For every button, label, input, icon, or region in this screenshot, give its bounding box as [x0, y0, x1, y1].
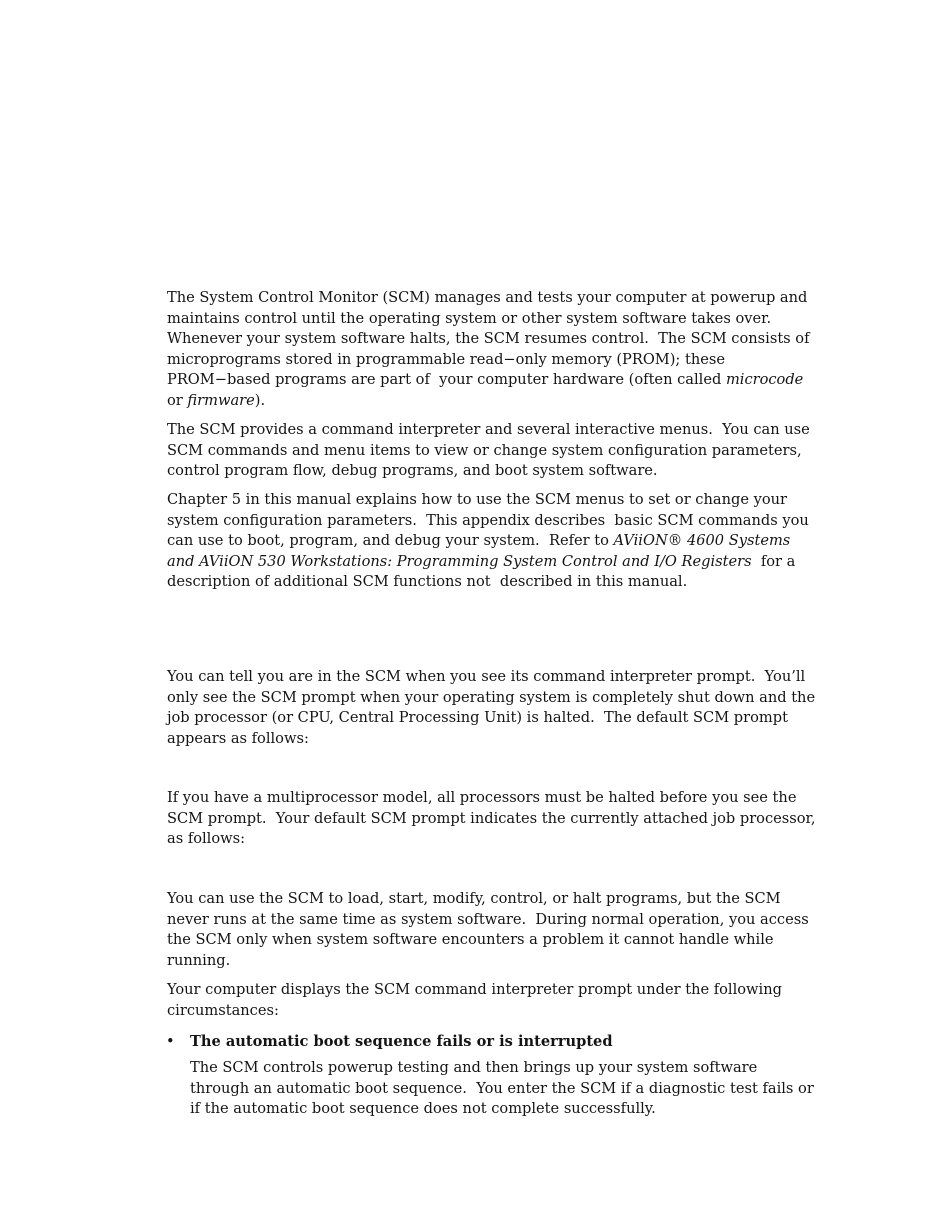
text-line: If you have a multiprocessor model, all processors must be halted before you see the	[167, 789, 797, 806]
text-segment: for a	[751, 552, 796, 570]
text-line: microprograms stored in programmable read−only memory (PROM); these	[167, 350, 726, 368]
intro-paragraph	[167, 288, 810, 411]
text-line: appears as follows:	[167, 729, 309, 747]
text-line: Your computer displays the SCM command interpreter prompt under the following	[167, 981, 782, 998]
text-line: You can use the SCM to load, start, modify, control, or halt programs, but the SCM	[167, 890, 781, 907]
scm-usage-paragraph	[167, 889, 809, 971]
text-line: only see the SCM prompt when your operating system is completely shut down and the	[167, 688, 816, 706]
multiprocessor-paragraph	[167, 788, 816, 850]
text-segment: PROM−based programs are part of your computer hardware (often called	[167, 371, 726, 388]
text-line: You can tell you are in the SCM when you see its command interpreter prompt. You’ll	[167, 668, 806, 685]
scm-features-paragraph	[167, 420, 810, 482]
emphasis-firmware: firmware	[187, 391, 255, 409]
text-segment: can use to boot, program, and debug your system. Refer to	[167, 532, 614, 549]
text-line: if the automatic boot sequence does not complete successfully.	[190, 1100, 656, 1117]
text-line	[167, 531, 791, 552]
text-line: as follows:	[167, 830, 246, 847]
book-title-part1: AViiON® 4600 Systems	[613, 532, 791, 549]
bullet-icon: •	[166, 1033, 175, 1050]
text-line: maintains control until the operating system or other system software takes over.	[167, 309, 772, 327]
text-line: never runs at the same time as system software. During normal operation, you access	[167, 910, 809, 928]
text-line: control program flow, debug programs, and boot system software.	[167, 462, 658, 479]
text-segment: or	[167, 391, 188, 409]
text-line	[167, 552, 796, 573]
text-line: system configuration parameters. This appendix describes basic SCM commands you	[167, 511, 809, 529]
text-line	[167, 391, 787, 412]
text-line: description of additional SCM functions not described in this manual.	[167, 573, 688, 590]
bullet-body	[190, 1058, 814, 1120]
chapter-reference-paragraph	[167, 490, 809, 593]
text-segment: ).	[254, 391, 266, 409]
text-line: SCM commands and menu items to view or change system configuration parameters,	[167, 441, 802, 459]
prompt-paragraph	[167, 667, 816, 749]
text-line	[167, 370, 804, 391]
circumstances-paragraph	[167, 980, 787, 1021]
text-line: Whenever your system software halts, the SCM resumes control. The SCM consists of	[167, 330, 810, 347]
text-line: running.	[167, 951, 231, 969]
emphasis-microcode: microcode	[725, 371, 804, 388]
book-title-part2: and AViiON 530 Workstations: Programming System Control and I/O Registers	[167, 552, 752, 570]
text-line: the SCM only when system software encounters a problem it cannot handle while	[167, 931, 774, 948]
text-line: Chapter 5 in this manual explains how to use the SCM menus to set or change your	[167, 491, 787, 508]
text-line: The SCM provides a command interpreter and several interactive menus. You can use	[167, 421, 810, 438]
text-line: job processor (or CPU, Central Processing Unit) is halted. The default SCM prompt	[167, 709, 788, 726]
text-line: SCM prompt. Your default SCM prompt indicates the currently attached job processor,	[167, 809, 816, 827]
text-line: The System Control Monitor (SCM) manages and tests your computer at powerup and	[167, 289, 808, 306]
text-line: through an automatic boot sequence. You enter the SCM if a diagnostic test fails or	[190, 1079, 814, 1097]
bullet-heading: The automatic boot sequence fails or is interrupted	[190, 1033, 613, 1050]
text-line: The SCM controls powerup testing and then brings up your system software	[190, 1059, 758, 1076]
text-line: circumstances:	[167, 1001, 279, 1019]
